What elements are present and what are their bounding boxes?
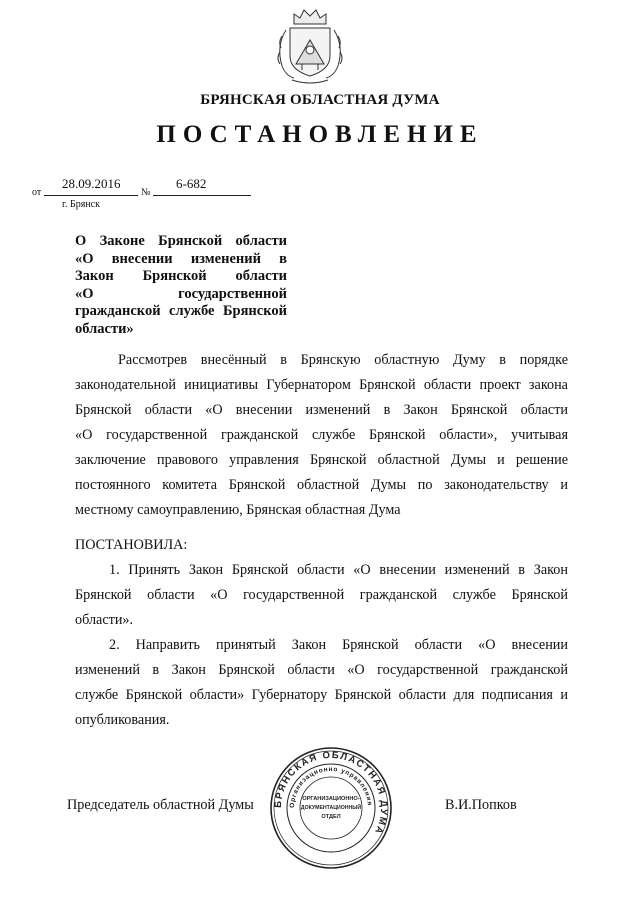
body-line: законодательной инициативы Губернатором Брянской области проект закона (75, 377, 568, 393)
body-line: местному самоуправлению, Брянская областная Дума (75, 502, 401, 518)
body-line: Брянской области «О государственной гражданской службе Брянской (75, 587, 568, 603)
document-type-title: ПОСТАНОВЛЕНИЕ (156, 121, 484, 148)
signer-position: Председатель областной Думы (67, 797, 254, 813)
date-underline (44, 195, 138, 196)
body-line: заключение правового управления Брянской областной Думы и решение (75, 452, 568, 468)
body-line: области». (75, 612, 134, 628)
official-seal-icon (268, 745, 394, 871)
seal-center-line: ДОКУМЕНТАЦИОННЫЙ (300, 805, 362, 811)
body-line: «О государственной гражданской службе Брянской области», учитывая (75, 427, 568, 443)
document-subject (75, 233, 287, 339)
coat-of-arms-icon (272, 6, 348, 86)
body-line: опубликования. (75, 712, 170, 728)
body-line: Рассмотрев внесённый в Брянскую областную Думу в порядке (118, 352, 568, 368)
seal-center-line: ОТДЕЛ (321, 814, 341, 820)
preamble-paragraph (75, 348, 568, 523)
seal-center-line: ОРГАНИЗАЦИОННО- (302, 796, 360, 802)
subject-line: области» (75, 320, 134, 337)
seal-middle-text: Организационно управления (288, 765, 373, 809)
resolved-label (75, 533, 568, 558)
document-number: 6-682 (176, 176, 207, 191)
subject-line: гражданской службе Брянской (75, 303, 287, 320)
signer-name: В.И.Попков (445, 797, 517, 813)
subject-line: «О государственной (75, 285, 287, 302)
seal-outer-text: БРЯНСКАЯ ОБЛАСТНАЯ ДУМА (272, 749, 390, 837)
subject-line: «О внесении изменений в (75, 250, 287, 267)
body-line: изменений в Закон Брянской области «О государственной гражданской (75, 662, 568, 678)
document-city: г. Брянск (62, 199, 100, 210)
body-line: постоянного комитета Брянской областной Думы по законодательству и (75, 477, 568, 493)
document-date: 28.09.2016 (62, 176, 121, 191)
resolution-item-2 (75, 633, 568, 733)
body-line: 1. Принять Закон Брянской области «О внесении изменений в Закон (109, 562, 568, 578)
number-label: № (141, 187, 151, 198)
resolution-item-1 (75, 558, 568, 633)
subject-line: Закон Брянской области (75, 268, 287, 285)
body-line: службе Брянской области» Губернатору Брянской области для подписания и (75, 687, 568, 703)
date-label: от (32, 187, 42, 198)
number-underline (153, 195, 251, 196)
body-line: 2. Направить принятый Закон Брянской области «О внесении (109, 637, 568, 653)
body-line: ПОСТАНОВИЛА: (75, 537, 188, 553)
organization-title: БРЯНСКАЯ ОБЛАСТНАЯ ДУМА (200, 92, 440, 108)
body-line: Брянской области «О внесении изменений в Закон Брянской области (75, 402, 568, 418)
subject-line: О Законе Брянской области (75, 233, 287, 249)
